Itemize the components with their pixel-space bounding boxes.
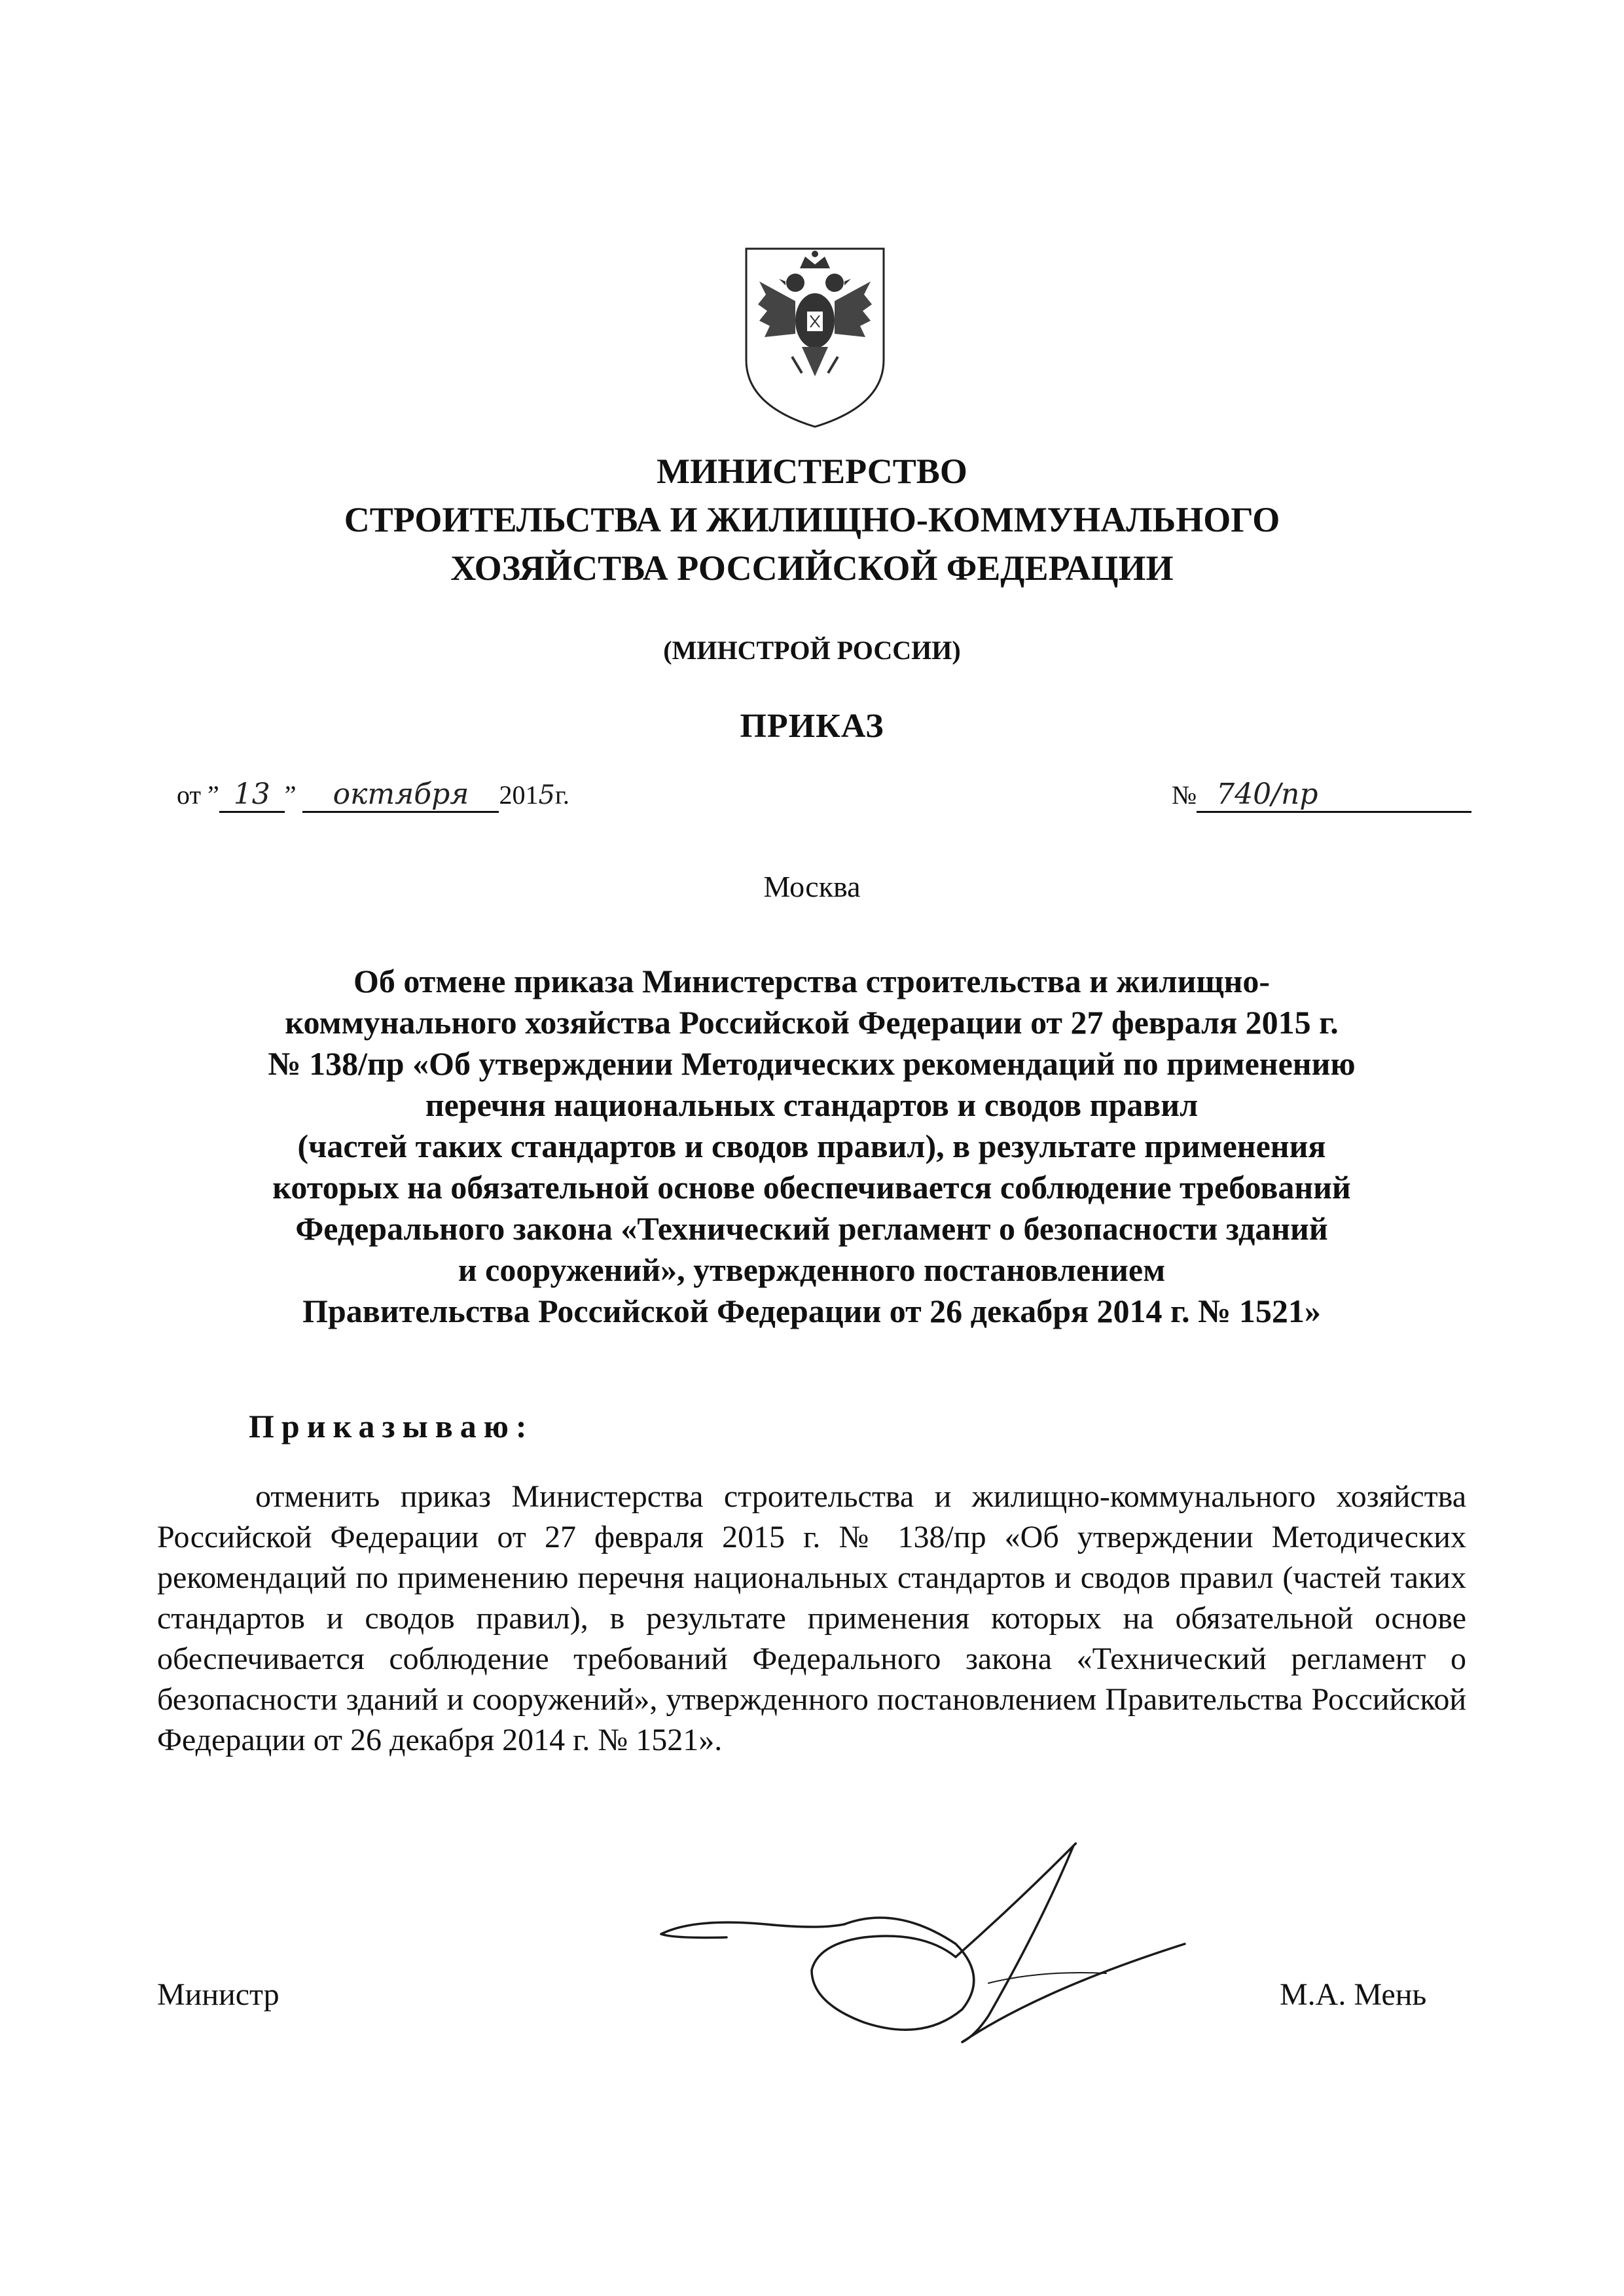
title-line: (частей таких стандартов и сводов правил), в результате применения bbox=[297, 1128, 1326, 1164]
date-open-quote: ” bbox=[207, 780, 219, 810]
date-close-quote: ” bbox=[284, 780, 297, 810]
title-line: перечня национальных стандартов и сводов правил bbox=[425, 1086, 1199, 1123]
title-line: Федерального закона «Технический регламент о безопасности зданий bbox=[295, 1210, 1328, 1247]
signatory-position: Министр bbox=[157, 1977, 280, 2012]
date-year-prefix: 201 bbox=[499, 780, 539, 810]
order-body: отменить приказ Министерства строительства и жилищно-коммунального хозяйства Российской Федерации от 27 февраля 2015 г. № 138/пр «Об утверждении Методических рекомендаций по применению перечня национальных стандартов и сводов правил (частей таких стандартов и сводов правил), в результате применения которых на обязательной основе обеспечивается соблюдение требований Федерального закона «Технический регламент о безопасности зданий и сооружений», утвержденного постановлением Правительства Российской Федерации от 26 декабря 2014 г. № 1521». bbox=[157, 1479, 1466, 1757]
signatory-name: М.А. Мень bbox=[1280, 1977, 1427, 2012]
order-number bbox=[1172, 778, 1471, 813]
date-year-digit: 5 bbox=[538, 780, 555, 810]
title-line: и сооружений», утвержденного постановлением bbox=[458, 1251, 1166, 1288]
order-title bbox=[151, 961, 1473, 1332]
number-label: № bbox=[1172, 780, 1197, 810]
date-prefix: от bbox=[177, 780, 201, 810]
document-type: ПРИКАЗ bbox=[740, 708, 884, 745]
date-year-suffix: г. bbox=[554, 780, 569, 810]
city: Москва bbox=[763, 870, 861, 903]
order-date bbox=[177, 778, 569, 813]
title-line: Правительства Российской Федерации от 26 декабря 2014 г. № 1521» bbox=[302, 1293, 1321, 1329]
order-directive: Приказываю: bbox=[249, 1408, 534, 1444]
handwritten-signature bbox=[648, 1826, 1342, 2075]
title-line: которых на обязательной основе обеспечивается соблюдение требований bbox=[272, 1169, 1351, 1206]
date-month: октября bbox=[302, 778, 499, 813]
ministry-name-line1: МИНИСТЕРСТВО bbox=[657, 452, 967, 491]
russian-coat-of-arms-icon bbox=[740, 242, 890, 432]
number-value: 740/пр bbox=[1197, 778, 1471, 813]
ministry-name-line3: ХОЗЯЙСТВА РОССИЙСКОЙ ФЕДЕРАЦИИ bbox=[450, 548, 1174, 588]
title-line: коммунального хозяйства Российской Федерации от 27 февраля 2015 г. bbox=[285, 1004, 1339, 1041]
date-day: 13 bbox=[219, 778, 285, 813]
title-line: Об отмене приказа Министерства строительства и жилищно- bbox=[353, 963, 1271, 999]
title-line: № 138/пр «Об утверждении Методических рекомендаций по применению bbox=[268, 1045, 1356, 1082]
ministry-name-line2: СТРОИТЕЛЬСТВА И ЖИЛИЩНО-КОММУНАЛЬНОГО bbox=[344, 500, 1280, 539]
ministry-short-name: (МИНСТРОЙ РОССИИ) bbox=[663, 636, 961, 665]
